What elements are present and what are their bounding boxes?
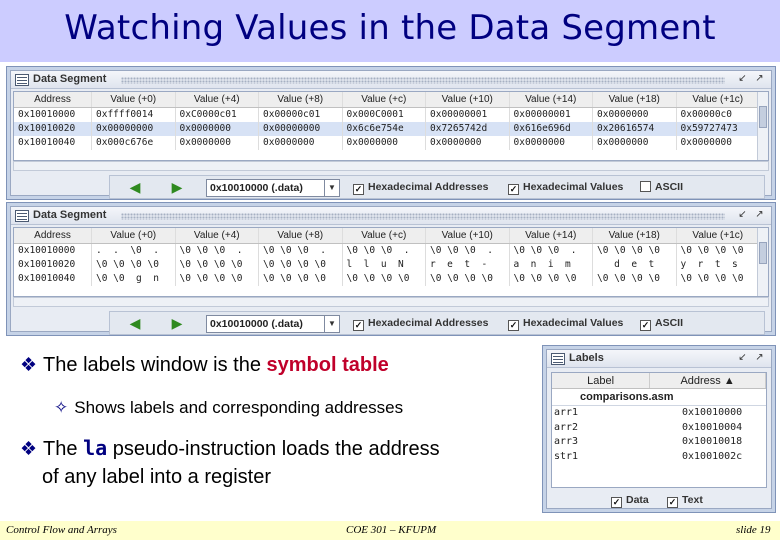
data-checkbox[interactable] [611, 494, 649, 508]
checkbox-box[interactable] [640, 181, 651, 192]
value-cell[interactable]: 0xffff0014 [92, 108, 176, 122]
column-header[interactable]: Value (+4) [176, 228, 260, 243]
bullet-text: The [43, 438, 84, 460]
table-row[interactable] [14, 244, 764, 258]
text-checkbox[interactable] [667, 494, 703, 508]
scroll-thumb[interactable] [759, 242, 767, 264]
address-combo[interactable] [206, 315, 340, 333]
label-name: arr1 [554, 407, 579, 418]
panel-title: Data Segment [33, 73, 107, 85]
table-row[interactable] [14, 122, 764, 136]
address-combo-value: 0x10010000 (.data) [210, 318, 303, 330]
table-header [14, 92, 764, 108]
maximize-icon[interactable]: ↗ [755, 209, 764, 220]
chevron-down-icon[interactable]: ▼ [324, 316, 339, 332]
table-row[interactable] [14, 136, 764, 150]
bullet-text: The labels window is the [43, 354, 267, 376]
value-cell[interactable]: a n i m [510, 258, 594, 272]
slide-footer [0, 521, 780, 540]
source-file-name: comparisons.asm [552, 389, 766, 406]
green-right-arrow-icon[interactable]: ▶ [171, 315, 183, 331]
label-name: arr2 [554, 421, 579, 433]
value-cell[interactable]: \0 \0 \0 . [176, 244, 260, 258]
checkbox-label: Hexadecimal Addresses [368, 181, 489, 193]
labels-title: Labels [569, 352, 604, 364]
value-cell[interactable]: 0xC0000c01 [176, 108, 260, 122]
value-cell[interactable]: 0x0000000 [593, 108, 677, 122]
column-header[interactable]: Value (+14) [510, 228, 594, 243]
address-combo-value: 0x10010000 (.data) [210, 182, 303, 194]
sub-bullet-labels [54, 398, 403, 418]
segment-controls [109, 175, 765, 199]
value-cell[interactable]: \0 \0 \0 \0 [510, 272, 594, 286]
horizontal-scrollbar[interactable] [13, 297, 769, 307]
value-cell[interactable]: 0x20616574 [593, 122, 677, 136]
data-segment-window-hex [6, 66, 776, 200]
value-cell[interactable]: \0 \0 \0 \0 [426, 272, 510, 286]
value-cell[interactable]: 0x0000000 [510, 136, 594, 150]
labels-title-bar[interactable] [547, 350, 771, 368]
value-cell[interactable]: \0 \0 \0 \0 [259, 258, 343, 272]
label-row[interactable] [552, 421, 766, 436]
checkbox-label: Text [682, 494, 703, 506]
value-cell[interactable]: 0x00000c0 [677, 108, 761, 122]
column-header[interactable]: Value (+4) [176, 92, 260, 107]
value-cell[interactable]: \0 \0 \0 . [510, 244, 594, 258]
labels-header [552, 373, 766, 389]
value-cell[interactable]: \0 \0 g n [92, 272, 176, 286]
value-cell[interactable]: 0x6c6e754e [343, 122, 427, 136]
value-cell[interactable]: 0x000C0001 [343, 108, 427, 122]
slide-title: Watching Values in the Data Segment [64, 8, 716, 48]
panel-title-bar[interactable] [11, 207, 771, 225]
address-column-header[interactable]: Address ▲ [650, 373, 766, 388]
value-cell[interactable]: 0x00000000 [92, 122, 176, 136]
table-row[interactable] [14, 272, 764, 286]
bullet-symbol-table [20, 354, 389, 377]
label-address: 0x10010000 [682, 407, 743, 418]
value-cell[interactable]: 0x0000000 [176, 136, 260, 150]
vertical-scrollbar[interactable] [757, 228, 768, 296]
panel-title: Data Segment [33, 209, 107, 221]
frame-icon [15, 210, 29, 222]
data-table [13, 227, 769, 297]
checkbox-box[interactable]: ✓ [509, 184, 518, 194]
maximize-icon[interactable]: ↗ [755, 73, 764, 84]
hex-addresses-checkbox[interactable] [353, 181, 488, 195]
bullet-continuation: of any label into a register [42, 466, 272, 488]
table-row[interactable] [14, 108, 764, 122]
value-cell[interactable]: 0x0000000 [343, 136, 427, 150]
address-cell[interactable]: 0x10010040 [14, 272, 92, 286]
column-header[interactable]: Value (+18) [593, 92, 677, 107]
address-cell[interactable]: 0x10010040 [14, 136, 92, 150]
star-bullet-icon: ✧ [54, 398, 69, 417]
checkbox-label: Hexadecimal Values [523, 317, 624, 329]
green-left-arrow-icon[interactable]: ◀ [129, 315, 141, 331]
green-right-arrow-icon[interactable]: ▶ [171, 179, 183, 195]
checkbox-box[interactable]: ✓ [668, 497, 677, 507]
frame-icon [551, 353, 565, 365]
label-address: 0x1001002c [682, 450, 743, 462]
vertical-scrollbar[interactable] [757, 92, 768, 160]
checkbox-label: Data [626, 494, 649, 506]
value-cell[interactable]: \0 \0 \0 \0 [593, 244, 677, 258]
value-cell[interactable]: 0x0000000 [176, 122, 260, 136]
value-cell[interactable]: 0x616e696d [510, 122, 594, 136]
table-header [14, 228, 764, 244]
panel-title-bar[interactable] [11, 71, 771, 89]
column-header[interactable]: Value (+1c) [677, 92, 761, 107]
value-cell[interactable]: 0x0000000 [593, 136, 677, 150]
hex-values-checkbox[interactable] [508, 317, 623, 331]
maximize-icon[interactable]: ↗ [755, 352, 764, 363]
data-segment-window-ascii [6, 202, 776, 336]
checkbox-label: ASCII [655, 181, 684, 193]
diamond-bullet-icon: ❖ [20, 355, 38, 376]
data-table [13, 91, 769, 161]
scroll-thumb[interactable] [759, 106, 767, 128]
checkbox-box[interactable]: ✓ [354, 320, 363, 330]
column-header[interactable]: Value (+18) [593, 228, 677, 243]
drag-grip[interactable] [121, 77, 725, 84]
highlight-text: symbol table [266, 354, 389, 376]
column-header[interactable]: Value (+0) [92, 92, 176, 107]
table-row[interactable] [14, 258, 764, 272]
panel-body [10, 70, 772, 196]
checkbox-label: Hexadecimal Values [523, 181, 624, 193]
hex-values-checkbox[interactable] [508, 181, 623, 195]
value-cell[interactable]: 0x00000000 [259, 122, 343, 136]
value-cell[interactable]: 0x00000001 [426, 108, 510, 122]
diamond-bullet-icon: ❖ [20, 439, 38, 460]
address-cell[interactable]: 0x10010020 [14, 258, 92, 272]
checkbox-label: ASCII [655, 317, 684, 329]
footer-course-code: COE 301 – KFUPM [346, 524, 437, 536]
value-cell[interactable]: \0 \0 \0 \0 [92, 258, 176, 272]
value-cell[interactable]: 0x00000001 [510, 108, 594, 122]
column-header[interactable]: Value (+10) [426, 92, 510, 107]
address-cell[interactable]: 0x10010000 [14, 244, 92, 258]
column-header[interactable]: Value (+1c) [677, 228, 761, 243]
column-header[interactable]: Value (+8) [259, 228, 343, 243]
value-cell[interactable]: 0x0000000 [677, 136, 761, 150]
labels-body [546, 349, 772, 509]
value-cell[interactable]: . . \0 . [92, 244, 176, 258]
value-cell[interactable]: \0 \0 \0 \0 [176, 258, 260, 272]
value-cell[interactable]: \0 \0 \0 \0 [259, 272, 343, 286]
checkbox-box[interactable]: ✓ [354, 184, 363, 194]
label-address: 0x10010018 [682, 436, 743, 447]
minimize-icon[interactable]: ↙ [738, 352, 747, 363]
checkbox-box[interactable]: ✓ [509, 320, 518, 330]
value-cell[interactable]: d e t [593, 258, 677, 272]
value-cell[interactable]: \0 \0 \0 \0 [677, 244, 761, 258]
sub-bullet-text: Shows labels and corresponding addresses [74, 398, 404, 417]
value-cell[interactable]: \0 \0 \0 \0 [677, 272, 761, 286]
label-row[interactable] [552, 406, 766, 421]
address-cell[interactable]: 0x10010020 [14, 122, 92, 136]
column-header[interactable]: Value (+8) [259, 92, 343, 107]
horizontal-scrollbar[interactable] [13, 161, 769, 171]
labels-filters [547, 492, 771, 510]
label-name: arr3 [554, 436, 579, 447]
footer-course-topic: Control Flow and Arrays [6, 524, 117, 536]
panel-body [10, 206, 772, 332]
value-cell[interactable]: 0x00000c01 [259, 108, 343, 122]
labels-window [542, 345, 776, 513]
value-cell[interactable]: y r t s [677, 258, 761, 272]
label-row[interactable] [552, 435, 766, 450]
hex-addresses-checkbox[interactable] [353, 317, 488, 331]
value-cell[interactable]: \0 \0 \0 . [426, 244, 510, 258]
checkbox-box[interactable]: ✓ [612, 497, 621, 507]
value-cell[interactable]: \0 \0 \0 \0 [176, 272, 260, 286]
value-cell[interactable]: r e t - [426, 258, 510, 272]
label-column-header[interactable]: Label [552, 373, 650, 388]
labels-table [551, 372, 767, 488]
column-header[interactable]: Value (+c) [343, 92, 427, 107]
column-header[interactable]: Value (+14) [510, 92, 594, 107]
value-cell[interactable]: 0x7265742d [426, 122, 510, 136]
minimize-icon[interactable]: ↙ [738, 73, 747, 84]
chevron-down-icon[interactable]: ▼ [324, 180, 339, 196]
bullet-la-instruction [20, 436, 440, 461]
value-cell[interactable]: \0 \0 \0 . [259, 244, 343, 258]
value-cell[interactable]: 0x59727473 [677, 122, 761, 136]
minimize-icon[interactable]: ↙ [738, 209, 747, 220]
value-cell[interactable]: 0x0000000 [426, 136, 510, 150]
column-header[interactable]: Address [14, 92, 92, 107]
value-cell[interactable]: \0 \0 \0 . [343, 244, 427, 258]
checkbox-box[interactable]: ✓ [641, 320, 650, 330]
green-left-arrow-icon[interactable]: ◀ [129, 179, 141, 195]
address-combo[interactable] [206, 179, 340, 197]
bullet-text: pseudo-instruction loads the address [107, 438, 440, 460]
ascii-checkbox[interactable] [640, 181, 683, 193]
value-cell[interactable]: 0x0000000 [259, 136, 343, 150]
segment-controls [109, 311, 765, 335]
column-header[interactable]: Value (+0) [92, 228, 176, 243]
frame-icon [15, 74, 29, 86]
drag-grip[interactable] [121, 213, 725, 220]
column-header[interactable]: Value (+c) [343, 228, 427, 243]
label-address: 0x10010004 [682, 421, 743, 433]
checkbox-label: Hexadecimal Addresses [368, 317, 489, 329]
address-cell[interactable]: 0x10010000 [14, 108, 92, 122]
ascii-checkbox[interactable] [640, 317, 683, 331]
value-cell[interactable]: \0 \0 \0 \0 [343, 272, 427, 286]
value-cell[interactable]: 0x000c676e [92, 136, 176, 150]
column-header[interactable]: Value (+10) [426, 228, 510, 243]
footer-slide-number: slide 19 [736, 524, 771, 536]
code-text: la [83, 436, 108, 460]
value-cell[interactable]: \0 \0 \0 \0 [593, 272, 677, 286]
label-name: str1 [554, 450, 579, 462]
column-header[interactable]: Address [14, 228, 92, 243]
label-row[interactable] [552, 450, 766, 465]
value-cell[interactable]: l l u N [343, 258, 427, 272]
